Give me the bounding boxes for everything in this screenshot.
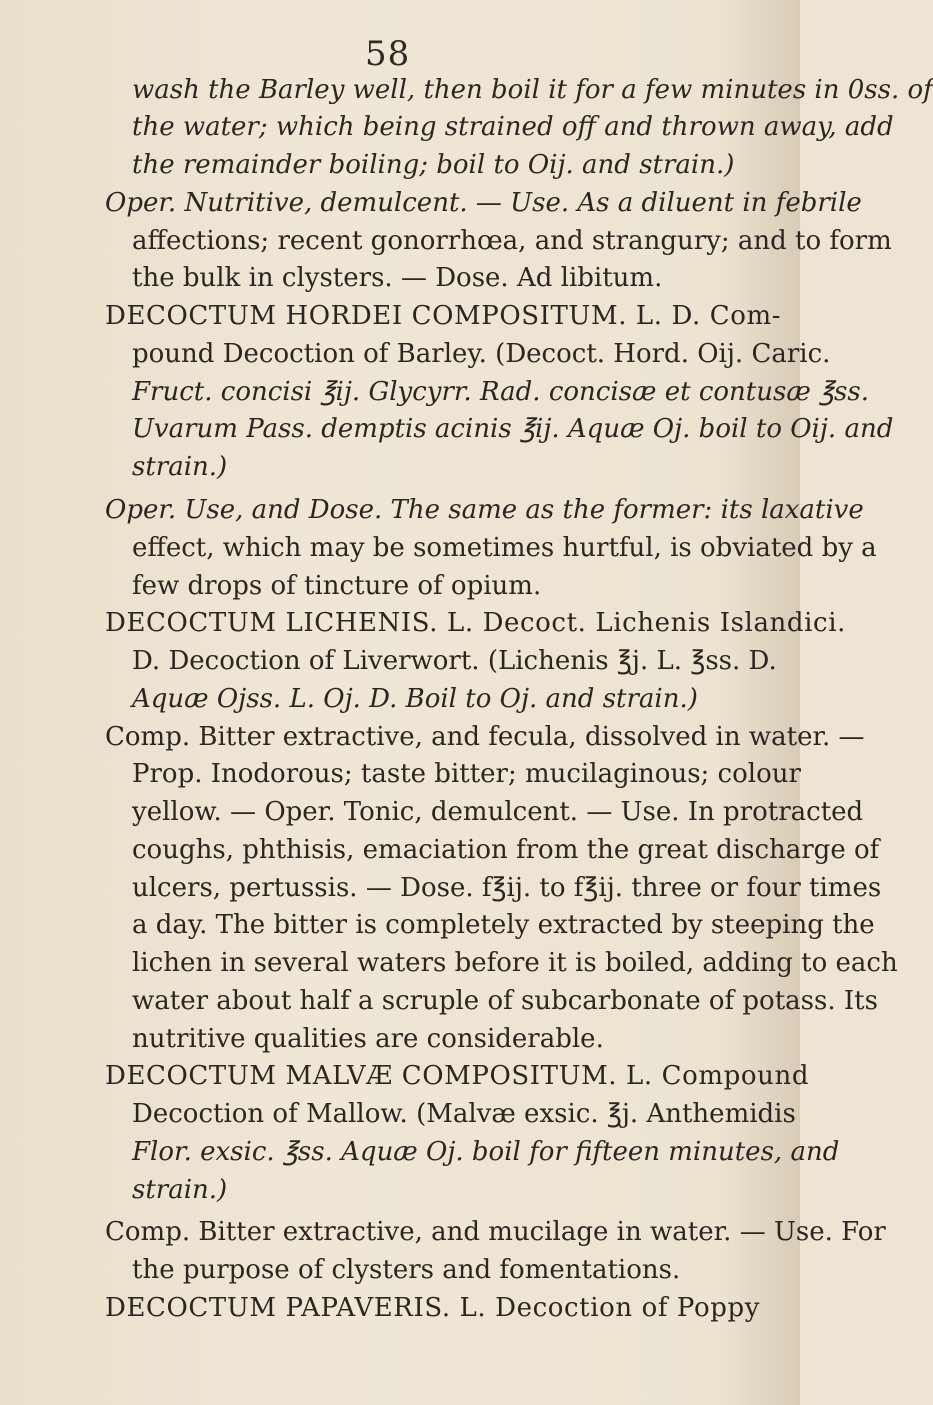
text-line: effect, which may be sometimes hurtful, is obviated by a bbox=[132, 533, 877, 563]
text-line: lichen in several waters before it is boiled, adding to each bbox=[132, 948, 898, 978]
section-heading: DECOCTUM PAPAVERIS. L. Decoction of Poppy bbox=[105, 1293, 760, 1323]
text-line: pound Decoction of Barley. (Decoct. Hord. Oij. Caric. bbox=[132, 339, 831, 369]
text-line: affections; recent gonorrhœa, and strangury; and to form bbox=[132, 226, 892, 256]
text-line: the remainder boiling; boil to Oij. and strain.) bbox=[132, 150, 735, 180]
text-line: Uvarum Pass. demptis acinis ℥ij. Aquæ Oj. boil to Oij. and bbox=[132, 414, 894, 444]
text-line: yellow. — Oper. Tonic, demulcent. — Use. In protracted bbox=[132, 797, 864, 827]
text-line: Comp. Bitter extractive, and mucilage in water. — Use. For bbox=[105, 1217, 886, 1247]
page-number: 58 bbox=[365, 34, 411, 74]
text-line: Oper. Nutritive, demulcent. — Use. As a diluent in febrile bbox=[105, 188, 862, 218]
text-line: nutritive qualities are considerable. bbox=[132, 1024, 604, 1054]
text-line: the water; which being strained off and thrown away, add bbox=[132, 112, 894, 142]
text-line: the bulk in clysters. — Dose. Ad libitum. bbox=[132, 263, 663, 293]
text-line: a day. The bitter is completely extracted by steeping the bbox=[132, 910, 875, 940]
text-line: Fruct. concisi ℥ij. Glycyrr. Rad. concisæ et contusæ ℥ss. bbox=[132, 377, 869, 407]
text-line: Decoction of Mallow. (Malvæ exsic. ℥j. Anthemidis bbox=[132, 1099, 796, 1129]
text-line: coughs, phthisis, emaciation from the great discharge of bbox=[132, 835, 880, 865]
text-line: water about half a scruple of subcarbonate of potass. Its bbox=[132, 986, 878, 1016]
text-line: D. Decoction of Liverwort. (Lichenis ℥j. L. ℥ss. D. bbox=[132, 646, 777, 676]
text-line: Prop. Inodorous; taste bitter; mucilaginous; colour bbox=[132, 759, 801, 789]
text-line: ulcers, pertussis. — Dose. f℥ij. to f℥ij. three or four times bbox=[132, 873, 882, 903]
text-line: Flor. exsic. ℥ss. Aquæ Oj. boil for fifteen minutes, and bbox=[132, 1137, 840, 1167]
section-heading: DECOCTUM MALVÆ COMPOSITUM. L. Compound bbox=[105, 1061, 810, 1091]
text-line: the purpose of clysters and fomentations. bbox=[132, 1255, 681, 1285]
text-line: wash the Barley well, then boil it for a few minutes in 0ss. of bbox=[132, 75, 933, 105]
text-line: Comp. Bitter extractive, and fecula, dissolved in water. — bbox=[105, 722, 865, 752]
text-line: Oper. Use, and Dose. The same as the former: its laxative bbox=[105, 495, 864, 525]
text-line: strain.) bbox=[132, 452, 228, 482]
text-line: strain.) bbox=[132, 1175, 228, 1205]
text-line: few drops of tincture of opium. bbox=[132, 571, 542, 601]
text-line: Aquæ Ojss. L. Oj. D. Boil to Oj. and strain.) bbox=[132, 684, 698, 714]
section-heading: DECOCTUM LICHENIS. L. Decoct. Lichenis Islandici. bbox=[105, 608, 846, 638]
section-heading: DECOCTUM HORDEI COMPOSITUM. L. D. Com- bbox=[105, 301, 782, 331]
